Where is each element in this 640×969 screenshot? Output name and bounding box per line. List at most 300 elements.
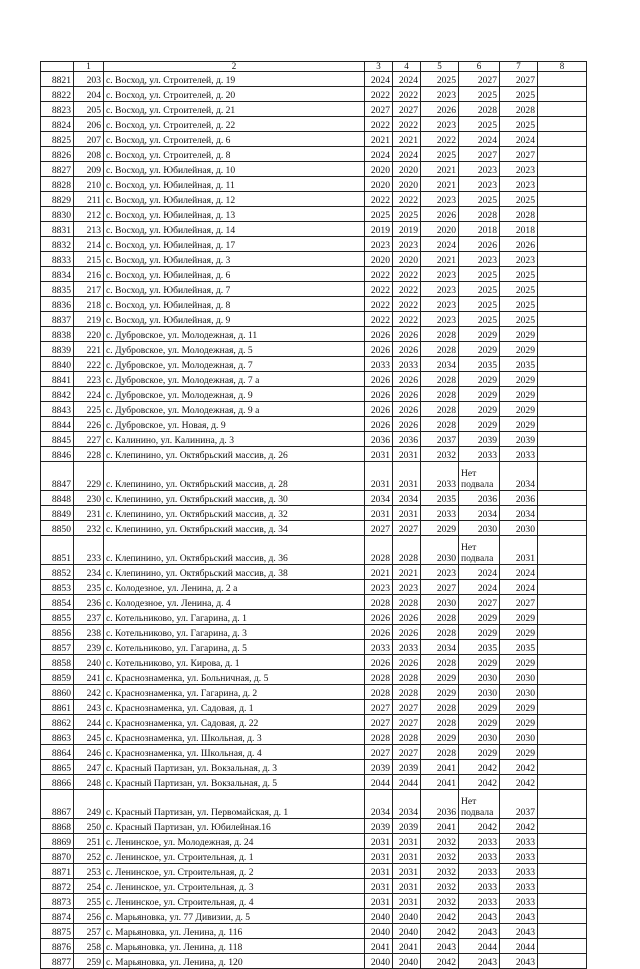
address-cell: с. Дубровское, ул. Молодежная, д. 11 [104, 327, 365, 342]
year-col3-cell: 2039 [365, 819, 393, 834]
note-text: Нет [461, 468, 477, 479]
row-number-cell: 246 [74, 745, 104, 760]
year-col6-cell: 2029 [459, 610, 500, 625]
year-col5-cell: 2028 [421, 387, 459, 402]
year-col7-cell: 2025 [500, 312, 538, 327]
address-cell: с. Краснознаменка, ул. Гагарина, д. 2 [104, 685, 365, 700]
year-col3-cell: 2026 [365, 655, 393, 670]
address-cell: с. Краснознаменка, ул. Школьная, д. 3 [104, 730, 365, 745]
year-col7-cell: 2042 [500, 819, 538, 834]
year-col5-cell: 2032 [421, 447, 459, 462]
year-col7-cell: 2033 [500, 834, 538, 849]
table-row [41, 864, 587, 879]
year-col5-cell: 2042 [421, 909, 459, 924]
address-cell: с. Восход, ул. Строителей, д. 19 [104, 72, 365, 87]
year-col7-cell: 2024 [500, 565, 538, 580]
table-row [41, 670, 587, 685]
table-row [41, 760, 587, 775]
address-cell: с. Красный Партизан, ул. Вокзальная, д. 5 [104, 775, 365, 790]
year-col4-cell: 2020 [393, 177, 421, 192]
year-col6-cell: 2029 [459, 625, 500, 640]
year-col4-cell: 2034 [393, 790, 421, 819]
year-col7-cell: 2043 [500, 909, 538, 924]
row-id-cell: 8863 [41, 730, 74, 745]
year-col7-cell: 2025 [500, 117, 538, 132]
year-col6-cell: 2025 [459, 117, 500, 132]
row-id-cell: 8846 [41, 447, 74, 462]
row-number-cell: 243 [74, 700, 104, 715]
year-col4-cell: 2022 [393, 312, 421, 327]
year-col4-cell: 2022 [393, 87, 421, 102]
row-id-cell: 8837 [41, 312, 74, 327]
table-row [41, 237, 587, 252]
year-col7-cell: 2029 [500, 342, 538, 357]
year-col7-cell: 2030 [500, 685, 538, 700]
year-col3-cell: 2025 [365, 207, 393, 222]
empty-col8-cell [538, 237, 587, 252]
row-id-cell: 8840 [41, 357, 74, 372]
table-row [41, 536, 587, 565]
year-col6-cell: 2029 [459, 327, 500, 342]
year-col4-cell: 2026 [393, 402, 421, 417]
address-cell: с. Клепинино, ул. Октябрьский массив, д. 36 [104, 536, 365, 565]
year-col5-cell: 2023 [421, 282, 459, 297]
year-col7-cell: 2033 [500, 447, 538, 462]
year-col4-cell: 2040 [393, 924, 421, 939]
year-col7-cell: 2029 [500, 387, 538, 402]
header-cell: 7 [500, 62, 538, 72]
row-id-cell: 8854 [41, 595, 74, 610]
row-number-cell: 244 [74, 715, 104, 730]
year-col4-cell: 2027 [393, 700, 421, 715]
address-cell: с. Ленинское, ул. Строительная, д. 1 [104, 849, 365, 864]
address-cell: с. Марьяновка, ул. Ленина, д. 116 [104, 924, 365, 939]
address-cell: с. Марьяновка, ул. Ленина, д. 118 [104, 939, 365, 954]
empty-col8-cell [538, 207, 587, 222]
year-col5-cell: 2028 [421, 700, 459, 715]
year-col6-cell: 2029 [459, 402, 500, 417]
year-col6-cell: 2033 [459, 834, 500, 849]
empty-col8-cell [538, 834, 587, 849]
year-col6-note-cell [459, 462, 500, 491]
row-id-cell: 8869 [41, 834, 74, 849]
address-cell: с. Марьяновка, ул. Ленина, д. 120 [104, 954, 365, 969]
row-number-cell: 247 [74, 760, 104, 775]
year-col5-cell: 2028 [421, 417, 459, 432]
year-col3-cell: 2028 [365, 685, 393, 700]
year-col4-cell: 2031 [393, 447, 421, 462]
year-col6-cell: 2029 [459, 417, 500, 432]
table-row [41, 192, 587, 207]
table-row [41, 954, 587, 969]
housing-schedule-table [40, 61, 587, 969]
year-col3-cell: 2021 [365, 132, 393, 147]
year-col5-cell: 2023 [421, 87, 459, 102]
year-col6-cell: 2025 [459, 267, 500, 282]
year-col6-cell: 2029 [459, 342, 500, 357]
note-text: подвала [461, 553, 494, 564]
year-col5-cell: 2035 [421, 491, 459, 506]
address-cell: с. Восход, ул. Юбилейная, д. 9 [104, 312, 365, 327]
address-cell: с. Клепинино, ул. Октябрьский массив, д. 26 [104, 447, 365, 462]
year-col4-cell: 2023 [393, 237, 421, 252]
year-col6-cell: 2033 [459, 894, 500, 909]
year-col3-cell: 2027 [365, 521, 393, 536]
empty-col8-cell [538, 790, 587, 819]
row-id-cell: 8844 [41, 417, 74, 432]
table-row [41, 252, 587, 267]
year-col6-cell: 2030 [459, 685, 500, 700]
empty-col8-cell [538, 536, 587, 565]
address-cell: с. Дубровское, ул. Молодежная, д. 9 [104, 387, 365, 402]
year-col6-cell: 2036 [459, 491, 500, 506]
year-col5-cell: 2026 [421, 102, 459, 117]
table-row [41, 147, 587, 162]
address-cell: с. Краснознаменка, ул. Садовая, д. 22 [104, 715, 365, 730]
table-row [41, 655, 587, 670]
year-col5-cell: 2043 [421, 939, 459, 954]
address-cell: с. Восход, ул. Строителей, д. 8 [104, 147, 365, 162]
row-number-cell: 227 [74, 432, 104, 447]
year-col5-cell: 2027 [421, 580, 459, 595]
empty-col8-cell [538, 849, 587, 864]
year-col3-cell: 2026 [365, 402, 393, 417]
year-col4-cell: 2024 [393, 72, 421, 87]
year-col3-cell: 2031 [365, 849, 393, 864]
address-cell: с. Ленинское, ул. Строительная, д. 2 [104, 864, 365, 879]
empty-col8-cell [538, 162, 587, 177]
address-cell: с. Восход, ул. Строителей, д. 21 [104, 102, 365, 117]
row-id-cell: 8828 [41, 177, 74, 192]
table-row [41, 521, 587, 536]
empty-col8-cell [538, 491, 587, 506]
year-col3-cell: 2021 [365, 565, 393, 580]
row-number-cell: 225 [74, 402, 104, 417]
year-col6-cell: 2023 [459, 162, 500, 177]
year-col3-cell: 2020 [365, 252, 393, 267]
row-number-cell: 205 [74, 102, 104, 117]
year-col7-cell: 2034 [500, 462, 538, 491]
year-col3-cell: 2028 [365, 730, 393, 745]
year-col5-cell: 2034 [421, 357, 459, 372]
year-col6-cell: 2033 [459, 879, 500, 894]
row-number-cell: 222 [74, 357, 104, 372]
year-col7-cell: 2042 [500, 775, 538, 790]
year-col5-cell: 2026 [421, 207, 459, 222]
year-col5-cell: 2042 [421, 954, 459, 969]
row-id-cell: 8868 [41, 819, 74, 834]
empty-col8-cell [538, 252, 587, 267]
empty-col8-cell [538, 102, 587, 117]
empty-col8-cell [538, 580, 587, 595]
address-cell: с. Восход, ул. Строителей, д. 20 [104, 87, 365, 102]
year-col7-cell: 2027 [500, 595, 538, 610]
empty-col8-cell [538, 565, 587, 580]
address-cell: с. Восход, ул. Юбилейная, д. 8 [104, 297, 365, 312]
row-id-cell: 8853 [41, 580, 74, 595]
empty-col8-cell [538, 342, 587, 357]
year-col6-cell: 2034 [459, 506, 500, 521]
year-col6-cell: 2029 [459, 372, 500, 387]
empty-col8-cell [538, 595, 587, 610]
year-col3-cell: 2028 [365, 595, 393, 610]
row-id-cell: 8845 [41, 432, 74, 447]
row-number-cell: 253 [74, 864, 104, 879]
row-number-cell: 239 [74, 640, 104, 655]
row-id-cell: 8859 [41, 670, 74, 685]
year-col6-cell: 2028 [459, 207, 500, 222]
year-col3-cell: 2026 [365, 610, 393, 625]
empty-col8-cell [538, 117, 587, 132]
year-col6-cell: 2035 [459, 640, 500, 655]
year-col3-cell: 2031 [365, 864, 393, 879]
year-col7-cell: 2029 [500, 700, 538, 715]
year-col5-cell: 2022 [421, 132, 459, 147]
year-col3-cell: 2039 [365, 760, 393, 775]
year-col5-cell: 2042 [421, 924, 459, 939]
empty-col8-cell [538, 864, 587, 879]
address-cell: с. Котельниково, ул. Гагарина, д. 3 [104, 625, 365, 640]
row-id-cell: 8871 [41, 864, 74, 879]
row-number-cell: 251 [74, 834, 104, 849]
year-col6-cell: 2030 [459, 730, 500, 745]
year-col4-cell: 2028 [393, 730, 421, 745]
year-col7-cell: 2043 [500, 954, 538, 969]
row-number-cell: 203 [74, 72, 104, 87]
year-col5-cell: 2023 [421, 297, 459, 312]
year-col6-cell: 2033 [459, 864, 500, 879]
address-cell: с. Клепинино, ул. Октябрьский массив, д. 34 [104, 521, 365, 536]
year-col3-cell: 2031 [365, 879, 393, 894]
year-col7-cell: 2043 [500, 924, 538, 939]
year-col5-cell: 2028 [421, 625, 459, 640]
year-col5-cell: 2023 [421, 192, 459, 207]
year-col5-cell: 2028 [421, 745, 459, 760]
year-col6-cell: 2043 [459, 954, 500, 969]
row-id-cell: 8838 [41, 327, 74, 342]
empty-col8-cell [538, 775, 587, 790]
empty-col8-cell [538, 192, 587, 207]
year-col4-cell: 2040 [393, 954, 421, 969]
empty-col8-cell [538, 327, 587, 342]
empty-col8-cell [538, 939, 587, 954]
address-cell: с. Клепинино, ул. Октябрьский массив, д. 30 [104, 491, 365, 506]
table-row [41, 162, 587, 177]
header-cell: 2 [104, 62, 365, 72]
year-col7-cell: 2029 [500, 417, 538, 432]
year-col3-cell: 2022 [365, 267, 393, 282]
table-row [41, 282, 587, 297]
year-col6-cell: 2042 [459, 819, 500, 834]
row-number-cell: 231 [74, 506, 104, 521]
address-cell: с. Краснознаменка, ул. Школьная, д. 4 [104, 745, 365, 760]
address-cell: с. Восход, ул. Юбилейная, д. 6 [104, 267, 365, 282]
row-id-cell: 8876 [41, 939, 74, 954]
address-cell: с. Красный Партизан, ул. Первомайская, д. 1 [104, 790, 365, 819]
year-col7-cell: 2023 [500, 252, 538, 267]
table-row [41, 506, 587, 521]
table-row [41, 565, 587, 580]
year-col5-cell: 2033 [421, 506, 459, 521]
table-row [41, 580, 587, 595]
row-id-cell: 8848 [41, 491, 74, 506]
year-col5-cell: 2023 [421, 117, 459, 132]
row-id-cell: 8825 [41, 132, 74, 147]
year-col5-cell: 2037 [421, 432, 459, 447]
year-col5-cell: 2030 [421, 536, 459, 565]
year-col6-cell: 2042 [459, 775, 500, 790]
row-id-cell: 8873 [41, 894, 74, 909]
year-col7-cell: 2039 [500, 432, 538, 447]
table-row [41, 790, 587, 819]
address-cell: с. Колодезное, ул. Ленина, д. 2 а [104, 580, 365, 595]
year-col7-cell: 2023 [500, 177, 538, 192]
header-cell: 6 [459, 62, 500, 72]
table-row [41, 879, 587, 894]
year-col3-cell: 2026 [365, 327, 393, 342]
year-col4-cell: 2031 [393, 879, 421, 894]
year-col5-cell: 2030 [421, 595, 459, 610]
row-number-cell: 210 [74, 177, 104, 192]
year-col3-cell: 2031 [365, 447, 393, 462]
address-cell: с. Восход, ул. Строителей, д. 6 [104, 132, 365, 147]
year-col4-cell: 2034 [393, 491, 421, 506]
year-col4-cell: 2022 [393, 297, 421, 312]
year-col6-cell: 2025 [459, 87, 500, 102]
row-id-cell: 8865 [41, 760, 74, 775]
table-row [41, 610, 587, 625]
address-cell: с. Клепинино, ул. Октябрьский массив, д. 28 [104, 462, 365, 491]
year-col6-cell: 2030 [459, 670, 500, 685]
row-number-cell: 219 [74, 312, 104, 327]
table-row [41, 177, 587, 192]
row-number-cell: 242 [74, 685, 104, 700]
row-id-cell: 8833 [41, 252, 74, 267]
year-col3-cell: 2022 [365, 117, 393, 132]
row-id-cell: 8826 [41, 147, 74, 162]
row-number-cell: 245 [74, 730, 104, 745]
year-col7-cell: 2018 [500, 222, 538, 237]
year-col7-cell: 2027 [500, 147, 538, 162]
year-col3-cell: 2040 [365, 909, 393, 924]
row-id-cell: 8875 [41, 924, 74, 939]
year-col5-cell: 2032 [421, 864, 459, 879]
year-col5-cell: 2041 [421, 819, 459, 834]
year-col5-cell: 2023 [421, 267, 459, 282]
address-cell: с. Котельниково, ул. Гагарина, д. 5 [104, 640, 365, 655]
year-col4-cell: 2031 [393, 462, 421, 491]
address-cell: с. Восход, ул. Строителей, д. 22 [104, 117, 365, 132]
year-col7-cell: 2030 [500, 521, 538, 536]
row-id-cell: 8834 [41, 267, 74, 282]
year-col4-cell: 2031 [393, 834, 421, 849]
row-number-cell: 248 [74, 775, 104, 790]
year-col5-cell: 2024 [421, 237, 459, 252]
table-row [41, 327, 587, 342]
row-number-cell: 228 [74, 447, 104, 462]
year-col6-cell: 2029 [459, 655, 500, 670]
year-col4-cell: 2022 [393, 282, 421, 297]
year-col4-cell: 2028 [393, 685, 421, 700]
year-col6-cell: 2024 [459, 565, 500, 580]
header-cell: 8 [538, 62, 587, 72]
year-col3-cell: 2031 [365, 462, 393, 491]
empty-col8-cell [538, 506, 587, 521]
year-col7-cell: 2033 [500, 864, 538, 879]
year-col5-cell: 2041 [421, 760, 459, 775]
year-col6-cell: 2030 [459, 521, 500, 536]
row-number-cell: 218 [74, 297, 104, 312]
year-col3-cell: 2023 [365, 580, 393, 595]
header-cell: 1 [74, 62, 104, 72]
row-id-cell: 8852 [41, 565, 74, 580]
year-col3-cell: 2034 [365, 790, 393, 819]
row-number-cell: 223 [74, 372, 104, 387]
year-col3-cell: 2027 [365, 102, 393, 117]
row-id-cell: 8856 [41, 625, 74, 640]
year-col6-cell: 2043 [459, 909, 500, 924]
row-id-cell: 8877 [41, 954, 74, 969]
address-cell: с. Клепинино, ул. Октябрьский массив, д. 38 [104, 565, 365, 580]
address-cell: с. Ленинское, ул. Молодежная, д. 24 [104, 834, 365, 849]
year-col3-cell: 2028 [365, 536, 393, 565]
year-col4-cell: 2026 [393, 372, 421, 387]
empty-col8-cell [538, 132, 587, 147]
year-col3-cell: 2022 [365, 297, 393, 312]
row-number-cell: 212 [74, 207, 104, 222]
empty-col8-cell [538, 432, 587, 447]
year-col7-cell: 2029 [500, 625, 538, 640]
year-col4-cell: 2021 [393, 132, 421, 147]
empty-col8-cell [538, 402, 587, 417]
year-col7-cell: 2024 [500, 580, 538, 595]
row-id-cell: 8858 [41, 655, 74, 670]
year-col7-cell: 2024 [500, 132, 538, 147]
year-col7-cell: 2033 [500, 849, 538, 864]
year-col6-cell: 2042 [459, 760, 500, 775]
year-col6-cell: 2029 [459, 745, 500, 760]
year-col7-cell: 2029 [500, 715, 538, 730]
row-number-cell: 207 [74, 132, 104, 147]
address-cell: с. Восход, ул. Юбилейная, д. 11 [104, 177, 365, 192]
row-id-cell: 8830 [41, 207, 74, 222]
row-number-cell: 235 [74, 580, 104, 595]
row-id-cell: 8822 [41, 87, 74, 102]
table-row [41, 700, 587, 715]
empty-col8-cell [538, 625, 587, 640]
year-col3-cell: 2044 [365, 775, 393, 790]
year-col3-cell: 2026 [365, 372, 393, 387]
year-col3-cell: 2028 [365, 670, 393, 685]
empty-col8-cell [538, 372, 587, 387]
row-id-cell: 8843 [41, 402, 74, 417]
year-col6-cell: 2027 [459, 595, 500, 610]
address-cell: с. Колодезное, ул. Ленина, д. 4 [104, 595, 365, 610]
year-col5-cell: 2029 [421, 670, 459, 685]
year-col7-cell: 2025 [500, 267, 538, 282]
empty-col8-cell [538, 147, 587, 162]
address-cell: с. Котельниково, ул. Кирова, д. 1 [104, 655, 365, 670]
address-cell: с. Дубровское, ул. Молодежная, д. 7 а [104, 372, 365, 387]
year-col4-cell: 2031 [393, 506, 421, 521]
empty-col8-cell [538, 447, 587, 462]
empty-col8-cell [538, 924, 587, 939]
table-row [41, 640, 587, 655]
row-id-cell: 8836 [41, 297, 74, 312]
row-number-cell: 221 [74, 342, 104, 357]
year-col6-cell: 2029 [459, 387, 500, 402]
row-number-cell: 233 [74, 536, 104, 565]
